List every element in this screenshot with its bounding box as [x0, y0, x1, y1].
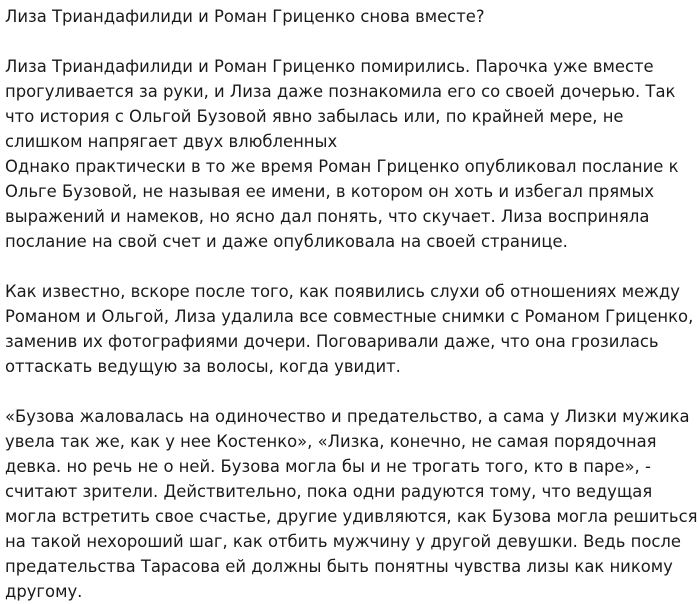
article-title: Лиза Триандафилиди и Роман Гриценко снова вместе?	[5, 7, 485, 26]
article-paragraph-3: Как известно, вскоре после того, как появились слухи об отношениях между Романом и Ольгой, Лиза удалила все совместные снимки с Романом Гриценко, заменив их фотографиями дочери. Поговаривали даже, что она грозилась оттаскать ведущую за волосы, когда увидит.	[5, 282, 694, 376]
article-paragraph-1: Лиза Триандафилиди и Роман Гриценко помирились. Парочка уже вместе прогуливается за руки, и Лиза даже познакомила его со своей дочерью. Так что история с Ольгой Бузовой явно забылась или, по крайней мере, не слишком напрягает двух влюбленных	[5, 57, 676, 151]
spacer	[5, 379, 699, 404]
article-paragraph-4: «Бузова жаловалась на одиночество и предательство, а сама у Лизки мужика увела так же, как у нее Костенко», «Лизка, конечно, не самая порядочная девка. но речь не о ней. Бузова могла бы и не трогать того, кто в паре», - считают зрители. Действительно, пока одни радуются тому, что ведущая могла встретить свое счастье, другие удивляются, как Бузова могла решиться на такой нехороший шаг, как отбить мужчину у другой девушки. Ведь после предательства Тарасова ей должны быть понятны чувства лизы как никому другому.	[5, 407, 698, 601]
spacer	[5, 29, 699, 54]
article-paragraph-2: Однако практически в то же время Роман Гриценко опубликовал послание к Ольге Бузовой, не называя ее имени, в котором он хоть и избегал прямых выражений и намеков, но ясно дал понять, что скучает. Лиза восприняла послание на свой счет и даже опубликовала на своей странице.	[5, 157, 679, 251]
spacer	[5, 254, 699, 279]
